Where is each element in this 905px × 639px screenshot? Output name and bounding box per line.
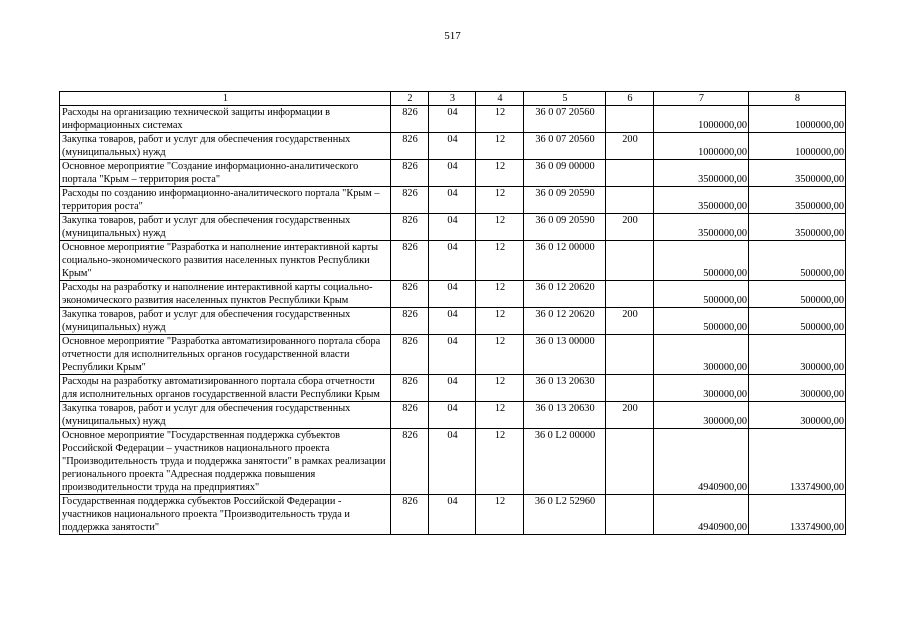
table-row <box>60 495 846 535</box>
ministry-code-cell: 826 <box>391 402 429 429</box>
expense-type-cell: 200 <box>606 308 654 335</box>
row-name-cell: Расходы на разработку и наполнение интерактивной карты социально-экономического развития населенных пунктов Республики Крым <box>60 281 391 308</box>
row-name-cell: Закупка товаров, работ и услуг для обеспечения государственных (муниципальных) нужд <box>60 402 391 429</box>
amount-year1-cell: 300000,00 <box>654 335 749 375</box>
section-code-cell: 04 <box>429 402 476 429</box>
ministry-code-cell: 826 <box>391 495 429 535</box>
subsection-code-cell: 12 <box>476 160 524 187</box>
subsection-code-cell: 12 <box>476 429 524 495</box>
target-article-cell: 36 0 12 20620 <box>524 308 606 335</box>
target-article-cell: 36 0 12 20620 <box>524 281 606 308</box>
table-row <box>60 402 846 429</box>
table-row <box>60 214 846 241</box>
subsection-code-cell: 12 <box>476 335 524 375</box>
amount-year1-cell: 3500000,00 <box>654 187 749 214</box>
table-row <box>60 429 846 495</box>
target-article-cell: 36 0 L2 52960 <box>524 495 606 535</box>
section-code-cell: 04 <box>429 187 476 214</box>
ministry-code-cell: 826 <box>391 308 429 335</box>
ministry-code-cell: 826 <box>391 106 429 133</box>
amount-year2-cell: 13374900,00 <box>749 495 846 535</box>
ministry-code-cell: 826 <box>391 335 429 375</box>
expense-type-cell <box>606 429 654 495</box>
table-body <box>60 106 846 535</box>
table-row <box>60 106 846 133</box>
target-article-cell: 36 0 L2 00000 <box>524 429 606 495</box>
expense-type-cell <box>606 375 654 402</box>
section-code-cell: 04 <box>429 375 476 402</box>
amount-year2-cell: 500000,00 <box>749 281 846 308</box>
row-name-cell: Расходы на разработку автоматизированного портала сбора отчетности для исполнительных органов государственной власти Республики Крым <box>60 375 391 402</box>
page-number: 517 <box>444 30 461 42</box>
ministry-code-cell: 826 <box>391 429 429 495</box>
expense-type-cell: 200 <box>606 402 654 429</box>
amount-year1-cell: 500000,00 <box>654 281 749 308</box>
row-name-cell: Основное мероприятие "Разработка автоматизированного портала сбора отчетности для исполнительных органов государственной власти Республики Крым" <box>60 335 391 375</box>
table-row <box>60 335 846 375</box>
amount-year1-cell: 500000,00 <box>654 308 749 335</box>
subsection-code-cell: 12 <box>476 308 524 335</box>
row-name-cell: Закупка товаров, работ и услуг для обеспечения государственных (муниципальных) нужд <box>60 214 391 241</box>
header-cell-3: 3 <box>429 92 476 106</box>
ministry-code-cell: 826 <box>391 281 429 308</box>
row-name-cell: Закупка товаров, работ и услуг для обеспечения государственных (муниципальных) нужд <box>60 133 391 160</box>
amount-year2-cell: 1000000,00 <box>749 133 846 160</box>
subsection-code-cell: 12 <box>476 402 524 429</box>
row-name-cell: Закупка товаров, работ и услуг для обеспечения государственных (муниципальных) нужд <box>60 308 391 335</box>
target-article-cell: 36 0 07 20560 <box>524 133 606 160</box>
row-name-cell: Расходы на организацию технической защиты информации в информационных системах <box>60 106 391 133</box>
amount-year1-cell: 300000,00 <box>654 402 749 429</box>
row-name-cell: Расходы по созданию информационно-аналитического портала "Крым – территория роста" <box>60 187 391 214</box>
table-row <box>60 281 846 308</box>
row-name-cell: Государственная поддержка субъектов Российской Федерации - участников национального проекта "Производительность труда и поддержка занятости" <box>60 495 391 535</box>
table-row <box>60 308 846 335</box>
subsection-code-cell: 12 <box>476 281 524 308</box>
ministry-code-cell: 826 <box>391 214 429 241</box>
target-article-cell: 36 0 13 00000 <box>524 335 606 375</box>
section-code-cell: 04 <box>429 281 476 308</box>
amount-year1-cell: 1000000,00 <box>654 133 749 160</box>
table-row <box>60 187 846 214</box>
amount-year2-cell: 1000000,00 <box>749 106 846 133</box>
expense-type-cell: 200 <box>606 214 654 241</box>
table-row <box>60 241 846 281</box>
amount-year2-cell: 300000,00 <box>749 335 846 375</box>
section-code-cell: 04 <box>429 429 476 495</box>
subsection-code-cell: 12 <box>476 375 524 402</box>
subsection-code-cell: 12 <box>476 241 524 281</box>
row-name-cell: Основное мероприятие "Государственная поддержка субъектов Российской Федерации – участников национального проекта "Производительность труда и поддержка занятости" в рамках реализации регионального проекта "Адресная поддержка повышения производительности труда на предприятиях" <box>60 429 391 495</box>
subsection-code-cell: 12 <box>476 187 524 214</box>
ministry-code-cell: 826 <box>391 187 429 214</box>
target-article-cell: 36 0 09 20590 <box>524 187 606 214</box>
amount-year1-cell: 3500000,00 <box>654 214 749 241</box>
section-code-cell: 04 <box>429 133 476 160</box>
expense-type-cell <box>606 495 654 535</box>
header-cell-7: 7 <box>654 92 749 106</box>
header-cell-2: 2 <box>391 92 429 106</box>
table-row <box>60 133 846 160</box>
ministry-code-cell: 826 <box>391 160 429 187</box>
ministry-code-cell: 826 <box>391 241 429 281</box>
expense-type-cell <box>606 187 654 214</box>
section-code-cell: 04 <box>429 241 476 281</box>
subsection-code-cell: 12 <box>476 106 524 133</box>
target-article-cell: 36 0 12 00000 <box>524 241 606 281</box>
subsection-code-cell: 12 <box>476 495 524 535</box>
header-cell-4: 4 <box>476 92 524 106</box>
header-cell-6: 6 <box>606 92 654 106</box>
header-cell-8: 8 <box>749 92 846 106</box>
amount-year1-cell: 4940900,00 <box>654 429 749 495</box>
target-article-cell: 36 0 09 20590 <box>524 214 606 241</box>
expense-type-cell <box>606 106 654 133</box>
header-cell-1: 1 <box>60 92 391 106</box>
row-name-cell: Основное мероприятие "Разработка и наполнение интерактивной карты социально-экономического развития населенных пунктов Республики Крым" <box>60 241 391 281</box>
target-article-cell: 36 0 07 20560 <box>524 106 606 133</box>
target-article-cell: 36 0 09 00000 <box>524 160 606 187</box>
expense-type-cell <box>606 281 654 308</box>
expense-type-cell <box>606 241 654 281</box>
amount-year2-cell: 3500000,00 <box>749 214 846 241</box>
amount-year2-cell: 500000,00 <box>749 308 846 335</box>
section-code-cell: 04 <box>429 308 476 335</box>
ministry-code-cell: 826 <box>391 133 429 160</box>
section-code-cell: 04 <box>429 214 476 241</box>
amount-year1-cell: 4940900,00 <box>654 495 749 535</box>
expense-type-cell: 200 <box>606 133 654 160</box>
section-code-cell: 04 <box>429 160 476 187</box>
target-article-cell: 36 0 13 20630 <box>524 402 606 429</box>
target-article-cell: 36 0 13 20630 <box>524 375 606 402</box>
amount-year1-cell: 3500000,00 <box>654 160 749 187</box>
header-cell-5: 5 <box>524 92 606 106</box>
amount-year2-cell: 500000,00 <box>749 241 846 281</box>
amount-year1-cell: 1000000,00 <box>654 106 749 133</box>
amount-year2-cell: 300000,00 <box>749 375 846 402</box>
amount-year1-cell: 300000,00 <box>654 375 749 402</box>
section-code-cell: 04 <box>429 106 476 133</box>
expense-type-cell <box>606 335 654 375</box>
expense-type-cell <box>606 160 654 187</box>
amount-year1-cell: 500000,00 <box>654 241 749 281</box>
amount-year2-cell: 3500000,00 <box>749 160 846 187</box>
budget-table <box>59 91 846 535</box>
row-name-cell: Основное мероприятие "Создание информационно-аналитического портала "Крым – территория роста" <box>60 160 391 187</box>
section-code-cell: 04 <box>429 335 476 375</box>
amount-year2-cell: 13374900,00 <box>749 429 846 495</box>
ministry-code-cell: 826 <box>391 375 429 402</box>
subsection-code-cell: 12 <box>476 133 524 160</box>
section-code-cell: 04 <box>429 495 476 535</box>
table-row <box>60 160 846 187</box>
table-row <box>60 375 846 402</box>
amount-year2-cell: 3500000,00 <box>749 187 846 214</box>
table-header-row <box>60 92 846 106</box>
amount-year2-cell: 300000,00 <box>749 402 846 429</box>
subsection-code-cell: 12 <box>476 214 524 241</box>
